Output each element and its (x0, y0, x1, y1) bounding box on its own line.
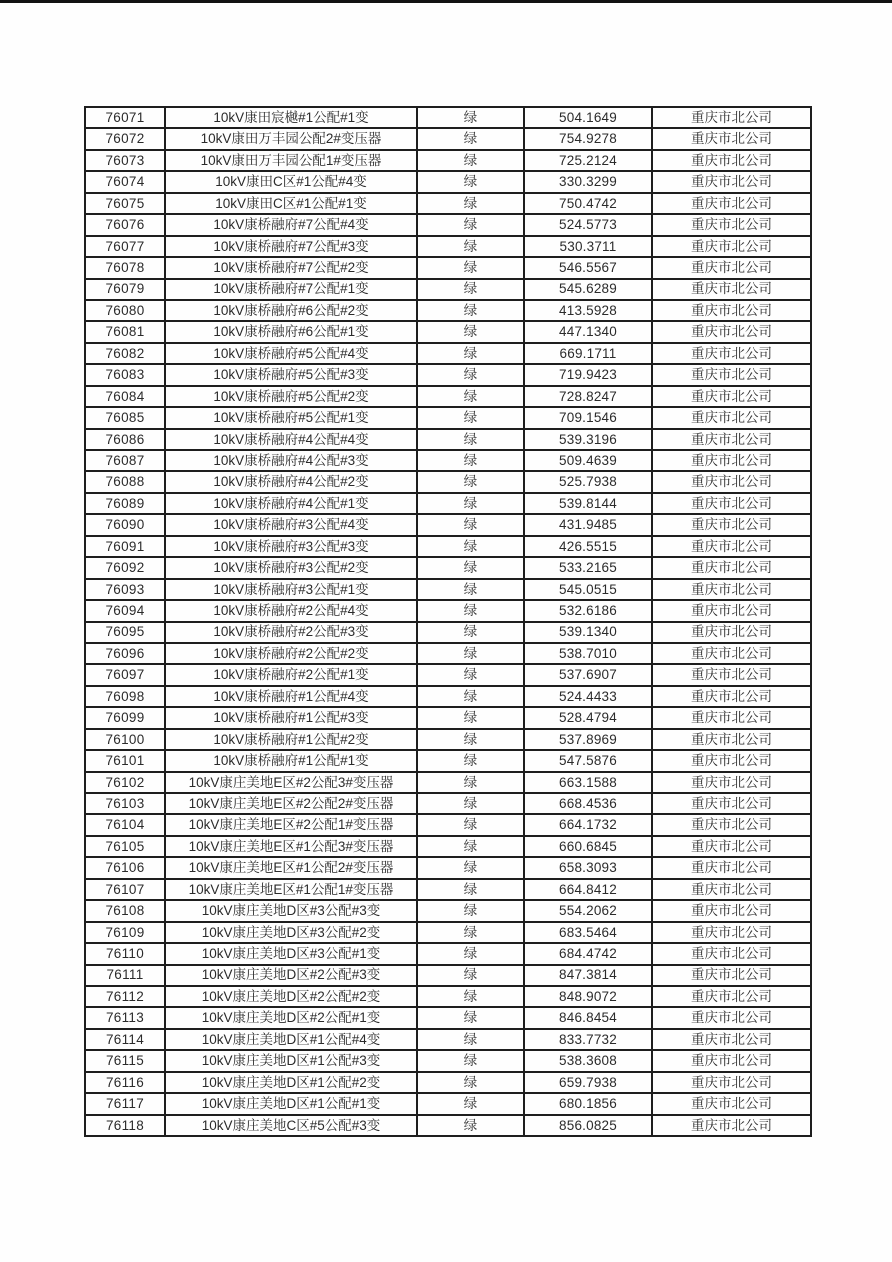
table-row (85, 407, 811, 428)
table-row (85, 1115, 811, 1136)
row-id-cell: 76085 (85, 407, 165, 428)
row-status-cell: 绿 (417, 643, 524, 664)
row-status-cell: 绿 (417, 1029, 524, 1050)
row-id-cell: 76086 (85, 429, 165, 450)
row-name-cell: 10kV康庄美地E区#2公配3#变压器 (165, 772, 417, 793)
row-status-cell: 绿 (417, 171, 524, 192)
row-value-cell: 546.5567 (524, 257, 652, 278)
table-row (85, 236, 811, 257)
row-company-cell: 重庆市北公司 (652, 386, 811, 407)
row-id-cell: 76093 (85, 579, 165, 600)
row-status-cell: 绿 (417, 321, 524, 342)
row-id-cell: 76091 (85, 536, 165, 557)
row-id-cell: 76081 (85, 321, 165, 342)
row-status-cell: 绿 (417, 1072, 524, 1093)
row-value-cell: 426.5515 (524, 536, 652, 557)
table-row (85, 664, 811, 685)
row-status-cell: 绿 (417, 879, 524, 900)
table-row (85, 622, 811, 643)
row-name-cell: 10kV康庄美地E区#1公配2#变压器 (165, 857, 417, 878)
row-value-cell: 525.7938 (524, 471, 652, 492)
table-row (85, 814, 811, 835)
row-status-cell: 绿 (417, 1093, 524, 1114)
row-name-cell: 10kV康田C区#1公配#1变 (165, 193, 417, 214)
row-value-cell: 664.8412 (524, 879, 652, 900)
table-row (85, 171, 811, 192)
row-id-cell: 76080 (85, 300, 165, 321)
row-name-cell: 10kV康桥融府#3公配#1变 (165, 579, 417, 600)
row-id-cell: 76079 (85, 279, 165, 300)
row-id-cell: 76118 (85, 1115, 165, 1136)
table-row (85, 1072, 811, 1093)
row-status-cell: 绿 (417, 279, 524, 300)
row-id-cell: 76083 (85, 364, 165, 385)
row-company-cell: 重庆市北公司 (652, 750, 811, 771)
row-company-cell: 重庆市北公司 (652, 772, 811, 793)
row-name-cell: 10kV康桥融府#4公配#1变 (165, 493, 417, 514)
row-status-cell: 绿 (417, 664, 524, 685)
table-row (85, 514, 811, 535)
row-company-cell: 重庆市北公司 (652, 707, 811, 728)
table-row (85, 750, 811, 771)
row-company-cell: 重庆市北公司 (652, 557, 811, 578)
row-value-cell: 447.1340 (524, 321, 652, 342)
table-row (85, 429, 811, 450)
row-status-cell: 绿 (417, 900, 524, 921)
row-name-cell: 10kV康庄美地E区#1公配1#变压器 (165, 879, 417, 900)
row-id-cell: 76072 (85, 128, 165, 149)
row-name-cell: 10kV康庄美地C区#5公配#3变 (165, 1115, 417, 1136)
row-status-cell: 绿 (417, 107, 524, 128)
row-company-cell: 重庆市北公司 (652, 429, 811, 450)
row-id-cell: 76078 (85, 257, 165, 278)
row-company-cell: 重庆市北公司 (652, 943, 811, 964)
row-value-cell: 728.8247 (524, 386, 652, 407)
row-value-cell: 330.3299 (524, 171, 652, 192)
row-id-cell: 76087 (85, 450, 165, 471)
row-value-cell: 847.3814 (524, 965, 652, 986)
row-value-cell: 532.6186 (524, 600, 652, 621)
row-name-cell: 10kV康庄美地E区#1公配3#变压器 (165, 836, 417, 857)
row-status-cell: 绿 (417, 943, 524, 964)
row-company-cell: 重庆市北公司 (652, 986, 811, 1007)
row-company-cell: 重庆市北公司 (652, 643, 811, 664)
row-value-cell: 709.1546 (524, 407, 652, 428)
row-status-cell: 绿 (417, 150, 524, 171)
table-row (85, 836, 811, 857)
row-id-cell: 76104 (85, 814, 165, 835)
row-id-cell: 76077 (85, 236, 165, 257)
row-value-cell: 856.0825 (524, 1115, 652, 1136)
table-row (85, 1050, 811, 1071)
row-value-cell: 754.9278 (524, 128, 652, 149)
row-status-cell: 绿 (417, 300, 524, 321)
row-id-cell: 76094 (85, 600, 165, 621)
row-value-cell: 539.1340 (524, 622, 652, 643)
row-company-cell: 重庆市北公司 (652, 536, 811, 557)
table-row (85, 471, 811, 492)
row-company-cell: 重庆市北公司 (652, 814, 811, 835)
row-name-cell: 10kV康桥融府#3公配#3变 (165, 536, 417, 557)
row-value-cell: 538.3608 (524, 1050, 652, 1071)
row-company-cell: 重庆市北公司 (652, 1007, 811, 1028)
row-id-cell: 76088 (85, 471, 165, 492)
row-id-cell: 76076 (85, 214, 165, 235)
table-row (85, 364, 811, 385)
row-company-cell: 重庆市北公司 (652, 1115, 811, 1136)
table-row (85, 943, 811, 964)
row-name-cell: 10kV康桥融府#2公配#1变 (165, 664, 417, 685)
row-name-cell: 10kV康庄美地E区#2公配1#变压器 (165, 814, 417, 835)
row-id-cell: 76092 (85, 557, 165, 578)
row-value-cell: 684.4742 (524, 943, 652, 964)
table-row (85, 857, 811, 878)
row-value-cell: 660.6845 (524, 836, 652, 857)
row-name-cell: 10kV康桥融府#2公配#3变 (165, 622, 417, 643)
row-value-cell: 750.4742 (524, 193, 652, 214)
row-status-cell: 绿 (417, 814, 524, 835)
row-value-cell: 509.4639 (524, 450, 652, 471)
row-status-cell: 绿 (417, 407, 524, 428)
row-company-cell: 重庆市北公司 (652, 407, 811, 428)
row-name-cell: 10kV康桥融府#4公配#2变 (165, 471, 417, 492)
row-company-cell: 重庆市北公司 (652, 214, 811, 235)
row-name-cell: 10kV康桥融府#1公配#3变 (165, 707, 417, 728)
row-id-cell: 76074 (85, 171, 165, 192)
row-id-cell: 76073 (85, 150, 165, 171)
row-status-cell: 绿 (417, 1050, 524, 1071)
row-value-cell: 504.1649 (524, 107, 652, 128)
row-company-cell: 重庆市北公司 (652, 729, 811, 750)
table-row (85, 600, 811, 621)
row-status-cell: 绿 (417, 536, 524, 557)
row-value-cell: 533.2165 (524, 557, 652, 578)
row-name-cell: 10kV康桥融府#3公配#2变 (165, 557, 417, 578)
row-id-cell: 76114 (85, 1029, 165, 1050)
table-row (85, 879, 811, 900)
row-status-cell: 绿 (417, 214, 524, 235)
row-status-cell: 绿 (417, 257, 524, 278)
row-status-cell: 绿 (417, 514, 524, 535)
row-value-cell: 547.5876 (524, 750, 652, 771)
row-id-cell: 76117 (85, 1093, 165, 1114)
row-id-cell: 76102 (85, 772, 165, 793)
table-row (85, 128, 811, 149)
row-status-cell: 绿 (417, 450, 524, 471)
table-row (85, 1093, 811, 1114)
row-status-cell: 绿 (417, 343, 524, 364)
row-status-cell: 绿 (417, 1007, 524, 1028)
row-status-cell: 绿 (417, 750, 524, 771)
row-company-cell: 重庆市北公司 (652, 836, 811, 857)
row-id-cell: 76116 (85, 1072, 165, 1093)
table-row (85, 257, 811, 278)
row-id-cell: 76110 (85, 943, 165, 964)
row-company-cell: 重庆市北公司 (652, 493, 811, 514)
row-company-cell: 重庆市北公司 (652, 793, 811, 814)
row-id-cell: 76098 (85, 686, 165, 707)
row-id-cell: 76099 (85, 707, 165, 728)
row-status-cell: 绿 (417, 386, 524, 407)
row-value-cell: 539.8144 (524, 493, 652, 514)
table-row (85, 343, 811, 364)
table-row (85, 536, 811, 557)
row-name-cell: 10kV康桥融府#5公配#3变 (165, 364, 417, 385)
row-status-cell: 绿 (417, 986, 524, 1007)
row-value-cell: 524.5773 (524, 214, 652, 235)
table-row (85, 579, 811, 600)
row-id-cell: 76101 (85, 750, 165, 771)
row-company-cell: 重庆市北公司 (652, 879, 811, 900)
row-company-cell: 重庆市北公司 (652, 128, 811, 149)
row-value-cell: 719.9423 (524, 364, 652, 385)
table-row (85, 107, 811, 128)
row-company-cell: 重庆市北公司 (652, 107, 811, 128)
table-row (85, 772, 811, 793)
row-status-cell: 绿 (417, 128, 524, 149)
row-name-cell: 10kV康桥融府#7公配#4变 (165, 214, 417, 235)
row-name-cell: 10kV康桥融府#6公配#2变 (165, 300, 417, 321)
row-status-cell: 绿 (417, 922, 524, 943)
row-value-cell: 524.4433 (524, 686, 652, 707)
row-value-cell: 848.9072 (524, 986, 652, 1007)
row-id-cell: 76106 (85, 857, 165, 878)
row-name-cell: 10kV康庄美地D区#1公配#3变 (165, 1050, 417, 1071)
row-id-cell: 76113 (85, 1007, 165, 1028)
table-row (85, 1029, 811, 1050)
row-name-cell: 10kV康庄美地D区#2公配#2变 (165, 986, 417, 1007)
row-value-cell: 538.7010 (524, 643, 652, 664)
row-status-cell: 绿 (417, 429, 524, 450)
row-value-cell: 725.2124 (524, 150, 652, 171)
row-status-cell: 绿 (417, 707, 524, 728)
row-name-cell: 10kV康庄美地D区#1公配#1变 (165, 1093, 417, 1114)
table-row (85, 300, 811, 321)
row-name-cell: 10kV康庄美地D区#3公配#3变 (165, 900, 417, 921)
row-id-cell: 76075 (85, 193, 165, 214)
row-id-cell: 76100 (85, 729, 165, 750)
table-row (85, 193, 811, 214)
row-status-cell: 绿 (417, 686, 524, 707)
table-row (85, 922, 811, 943)
row-value-cell: 664.1732 (524, 814, 652, 835)
row-value-cell: 669.1711 (524, 343, 652, 364)
row-company-cell: 重庆市北公司 (652, 922, 811, 943)
table-row (85, 793, 811, 814)
row-status-cell: 绿 (417, 364, 524, 385)
row-id-cell: 76105 (85, 836, 165, 857)
row-name-cell: 10kV康桥融府#1公配#2变 (165, 729, 417, 750)
row-value-cell: 659.7938 (524, 1072, 652, 1093)
row-status-cell: 绿 (417, 471, 524, 492)
row-status-cell: 绿 (417, 193, 524, 214)
row-value-cell: 846.8454 (524, 1007, 652, 1028)
row-status-cell: 绿 (417, 493, 524, 514)
table-row (85, 986, 811, 1007)
row-value-cell: 668.4536 (524, 793, 652, 814)
row-company-cell: 重庆市北公司 (652, 193, 811, 214)
equipment-table-body (85, 107, 811, 1136)
row-name-cell: 10kV康桥融府#7公配#1变 (165, 279, 417, 300)
table-row (85, 321, 811, 342)
row-status-cell: 绿 (417, 600, 524, 621)
row-company-cell: 重庆市北公司 (652, 150, 811, 171)
row-name-cell: 10kV康桥融府#2公配#4变 (165, 600, 417, 621)
row-status-cell: 绿 (417, 857, 524, 878)
row-name-cell: 10kV康桥融府#2公配#2变 (165, 643, 417, 664)
row-id-cell: 76107 (85, 879, 165, 900)
row-id-cell: 76071 (85, 107, 165, 128)
row-value-cell: 554.2062 (524, 900, 652, 921)
row-company-cell: 重庆市北公司 (652, 600, 811, 621)
row-name-cell: 10kV康桥融府#4公配#4变 (165, 429, 417, 450)
row-company-cell: 重庆市北公司 (652, 257, 811, 278)
row-name-cell: 10kV康桥融府#4公配#3变 (165, 450, 417, 471)
row-company-cell: 重庆市北公司 (652, 171, 811, 192)
table-row (85, 900, 811, 921)
table-row (85, 386, 811, 407)
table-row (85, 729, 811, 750)
row-company-cell: 重庆市北公司 (652, 622, 811, 643)
row-id-cell: 76103 (85, 793, 165, 814)
table-row (85, 965, 811, 986)
row-value-cell: 539.3196 (524, 429, 652, 450)
row-name-cell: 10kV康庄美地D区#1公配#4变 (165, 1029, 417, 1050)
row-value-cell: 413.5928 (524, 300, 652, 321)
row-company-cell: 重庆市北公司 (652, 579, 811, 600)
table-row (85, 643, 811, 664)
row-company-cell: 重庆市北公司 (652, 857, 811, 878)
row-id-cell: 76112 (85, 986, 165, 1007)
row-name-cell: 10kV康庄美地D区#2公配#1变 (165, 1007, 417, 1028)
row-id-cell: 76089 (85, 493, 165, 514)
table-row (85, 150, 811, 171)
row-name-cell: 10kV康田万丰园公配2#变压器 (165, 128, 417, 149)
row-company-cell: 重庆市北公司 (652, 450, 811, 471)
row-status-cell: 绿 (417, 965, 524, 986)
row-name-cell: 10kV康桥融府#1公配#1变 (165, 750, 417, 771)
row-status-cell: 绿 (417, 236, 524, 257)
row-name-cell: 10kV康庄美地D区#1公配#2变 (165, 1072, 417, 1093)
row-name-cell: 10kV康桥融府#5公配#4变 (165, 343, 417, 364)
equipment-table (84, 106, 812, 1137)
table-row (85, 707, 811, 728)
row-status-cell: 绿 (417, 622, 524, 643)
row-value-cell: 545.6289 (524, 279, 652, 300)
row-value-cell: 537.8969 (524, 729, 652, 750)
row-name-cell: 10kV康桥融府#1公配#4变 (165, 686, 417, 707)
row-status-cell: 绿 (417, 772, 524, 793)
row-name-cell: 10kV康庄美地D区#3公配#1变 (165, 943, 417, 964)
row-value-cell: 680.1856 (524, 1093, 652, 1114)
row-id-cell: 76097 (85, 664, 165, 685)
row-id-cell: 76084 (85, 386, 165, 407)
row-status-cell: 绿 (417, 1115, 524, 1136)
row-company-cell: 重庆市北公司 (652, 514, 811, 535)
row-company-cell: 重庆市北公司 (652, 1093, 811, 1114)
row-name-cell: 10kV康桥融府#7公配#2变 (165, 257, 417, 278)
row-status-cell: 绿 (417, 793, 524, 814)
row-company-cell: 重庆市北公司 (652, 1072, 811, 1093)
row-company-cell: 重庆市北公司 (652, 321, 811, 342)
row-name-cell: 10kV康桥融府#7公配#3变 (165, 236, 417, 257)
row-value-cell: 833.7732 (524, 1029, 652, 1050)
table-row (85, 279, 811, 300)
page-top-edge-line (0, 0, 892, 3)
row-id-cell: 76082 (85, 343, 165, 364)
row-name-cell: 10kV康桥融府#3公配#4变 (165, 514, 417, 535)
row-name-cell: 10kV康桥融府#5公配#2变 (165, 386, 417, 407)
row-status-cell: 绿 (417, 729, 524, 750)
row-company-cell: 重庆市北公司 (652, 664, 811, 685)
row-name-cell: 10kV康田万丰园公配1#变压器 (165, 150, 417, 171)
row-company-cell: 重庆市北公司 (652, 900, 811, 921)
row-value-cell: 683.5464 (524, 922, 652, 943)
row-id-cell: 76111 (85, 965, 165, 986)
row-company-cell: 重庆市北公司 (652, 236, 811, 257)
table-row (85, 1007, 811, 1028)
row-id-cell: 76090 (85, 514, 165, 535)
table-row (85, 493, 811, 514)
row-status-cell: 绿 (417, 836, 524, 857)
table-row (85, 450, 811, 471)
table-row (85, 214, 811, 235)
row-value-cell: 658.3093 (524, 857, 652, 878)
row-name-cell: 10kV康桥融府#6公配#1变 (165, 321, 417, 342)
row-id-cell: 76115 (85, 1050, 165, 1071)
row-status-cell: 绿 (417, 579, 524, 600)
row-company-cell: 重庆市北公司 (652, 471, 811, 492)
row-company-cell: 重庆市北公司 (652, 364, 811, 385)
row-value-cell: 530.3711 (524, 236, 652, 257)
row-value-cell: 528.4794 (524, 707, 652, 728)
row-value-cell: 431.9485 (524, 514, 652, 535)
row-company-cell: 重庆市北公司 (652, 686, 811, 707)
row-company-cell: 重庆市北公司 (652, 965, 811, 986)
row-value-cell: 545.0515 (524, 579, 652, 600)
row-value-cell: 537.6907 (524, 664, 652, 685)
row-name-cell: 10kV康庄美地E区#2公配2#变压器 (165, 793, 417, 814)
row-company-cell: 重庆市北公司 (652, 1029, 811, 1050)
table-row (85, 686, 811, 707)
row-company-cell: 重庆市北公司 (652, 343, 811, 364)
row-name-cell: 10kV康田宸樾#1公配#1变 (165, 107, 417, 128)
row-name-cell: 10kV康庄美地D区#3公配#2变 (165, 922, 417, 943)
row-name-cell: 10kV康桥融府#5公配#1变 (165, 407, 417, 428)
row-name-cell: 10kV康庄美地D区#2公配#3变 (165, 965, 417, 986)
table-row (85, 557, 811, 578)
row-id-cell: 76108 (85, 900, 165, 921)
row-company-cell: 重庆市北公司 (652, 300, 811, 321)
row-status-cell: 绿 (417, 557, 524, 578)
row-company-cell: 重庆市北公司 (652, 1050, 811, 1071)
row-id-cell: 76109 (85, 922, 165, 943)
row-name-cell: 10kV康田C区#1公配#4变 (165, 171, 417, 192)
row-id-cell: 76095 (85, 622, 165, 643)
row-id-cell: 76096 (85, 643, 165, 664)
row-company-cell: 重庆市北公司 (652, 279, 811, 300)
row-value-cell: 663.1588 (524, 772, 652, 793)
